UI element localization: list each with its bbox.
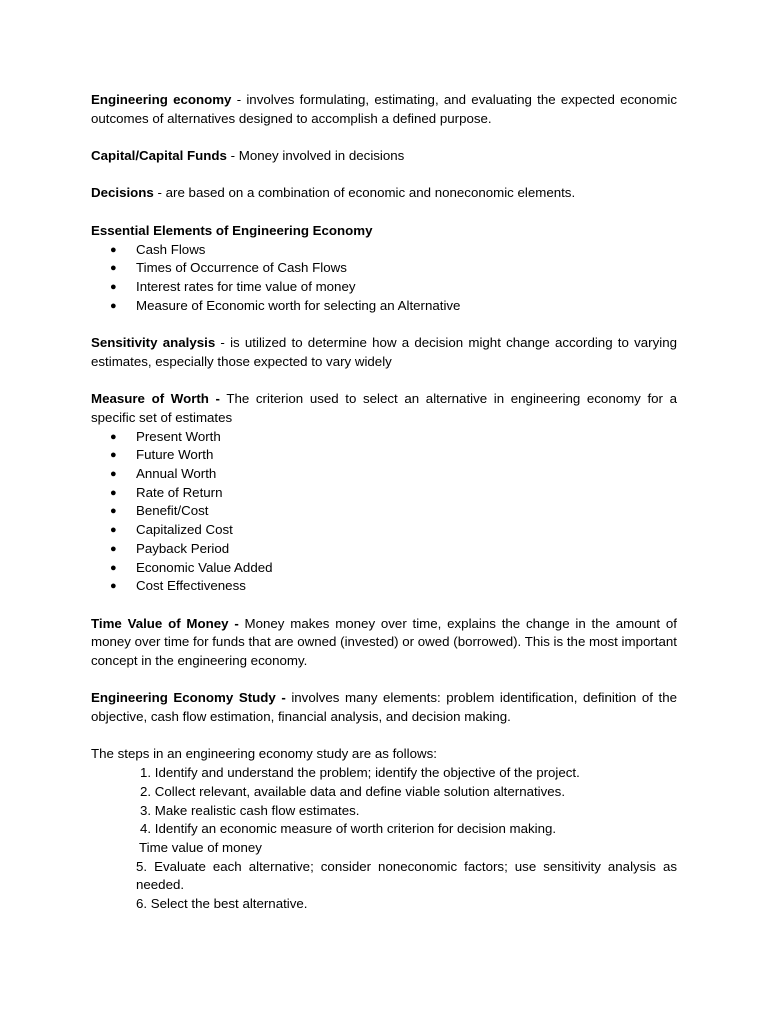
step-item: 3. Make realistic cash flow estimates. (140, 802, 360, 818)
list-item: ● Benefit/Cost (91, 502, 677, 521)
term: Sensitivity analysis (91, 335, 216, 351)
definition-text: - is utilized to determine how a decision might change according to varying estimates, especially those expected to vary widely (91, 335, 677, 369)
definition-measure-of-worth (91, 390, 677, 427)
list-item: ● Cash Flows (91, 241, 677, 260)
measure-of-worth-list (91, 428, 677, 596)
list-item: ● Present Worth (91, 428, 677, 447)
bullet-icon: ● (110, 505, 117, 518)
definition-text: - are based on a combination of economic and noneconomic elements. (153, 185, 576, 201)
definition-text: The criterion used to select an alternative in engineering economy for a specific set of estimates (91, 391, 678, 425)
list-item: ● Future Worth (91, 446, 677, 465)
step-item: 6. Select the best alternative. (136, 896, 308, 912)
bullet-icon: ● (110, 542, 117, 555)
step-item: 4. Identify an economic measure of worth criterion for decision making. (140, 821, 557, 837)
definition-time-value-of-money (91, 615, 677, 671)
term: Time Value of Money - (91, 615, 239, 631)
term: Engineering economy (91, 92, 232, 107)
bullet-icon: ● (110, 524, 117, 537)
list-item: ● Cost Effectiveness (91, 577, 677, 596)
term: Engineering Economy Study - (91, 690, 286, 706)
definition-text: involves many elements: problem identification, definition of the objective, cash flow estimation, financial analysis, and decision making. (91, 690, 677, 725)
definition-sensitivity-analysis (91, 334, 677, 371)
list-item: ● Capitalized Cost (91, 521, 677, 540)
document-body (91, 91, 677, 914)
bullet-icon: ● (110, 243, 117, 256)
step-note: Time value of money (139, 840, 262, 855)
term: Measure of Worth - (91, 391, 220, 407)
step-item: 2. Collect relevant, available data and define viable solution alternatives. (140, 783, 566, 799)
list-item: ● Payback Period (91, 540, 677, 559)
list-item: ● Rate of Return (91, 484, 677, 503)
list-item: ● Economic Value Added (91, 559, 677, 578)
bullet-icon: ● (110, 486, 117, 499)
list-item: ● Measure of Economic worth for selecting an Alternative (91, 297, 677, 316)
definition-decisions (91, 184, 677, 203)
essential-elements-list (91, 241, 677, 316)
list-item: ● Interest rates for time value of money (91, 278, 677, 297)
step-item: 1. Identify and understand the problem; identify the objective of the project. (140, 765, 580, 781)
bullet-icon: ● (110, 561, 117, 574)
definition-text: - involves formulating, estimating, and evaluating the expected economic outcomes of alternatives designed to accomplish a defined purpose. (91, 92, 677, 126)
definition-text: - Money involved in decisions (226, 148, 405, 164)
bullet-icon: ● (110, 280, 117, 293)
bullet-icon: ● (110, 262, 117, 275)
definition-text: Money makes money over time, explains the change in the amount of money over time for funds that are owned (invested) or owed (borrowed). This is the most important concept in the engineering economy. (91, 615, 677, 668)
essential-elements-heading: Essential Elements of Engineering Economy (91, 222, 373, 238)
bullet-icon: ● (110, 430, 117, 443)
definition-capital (91, 147, 677, 166)
definition-engineering-economy (91, 91, 677, 128)
bullet-icon: ● (110, 299, 117, 312)
steps-intro: The steps in an engineering economy study are as follows: (91, 746, 437, 762)
bullet-icon: ● (110, 467, 117, 480)
list-item: ● Annual Worth (91, 465, 677, 484)
list-item: ● Times of Occurrence of Cash Flows (91, 259, 677, 278)
bullet-icon: ● (110, 449, 117, 462)
bullet-icon: ● (110, 580, 117, 593)
steps-list (91, 764, 677, 914)
definition-engineering-economy-study (91, 689, 677, 726)
term: Capital/Capital Funds (91, 148, 227, 164)
term: Decisions (91, 185, 154, 201)
step-item: 5. Evaluate each alternative; consider noneconomic factors; use sensitivity analysis as needed. (136, 858, 677, 893)
